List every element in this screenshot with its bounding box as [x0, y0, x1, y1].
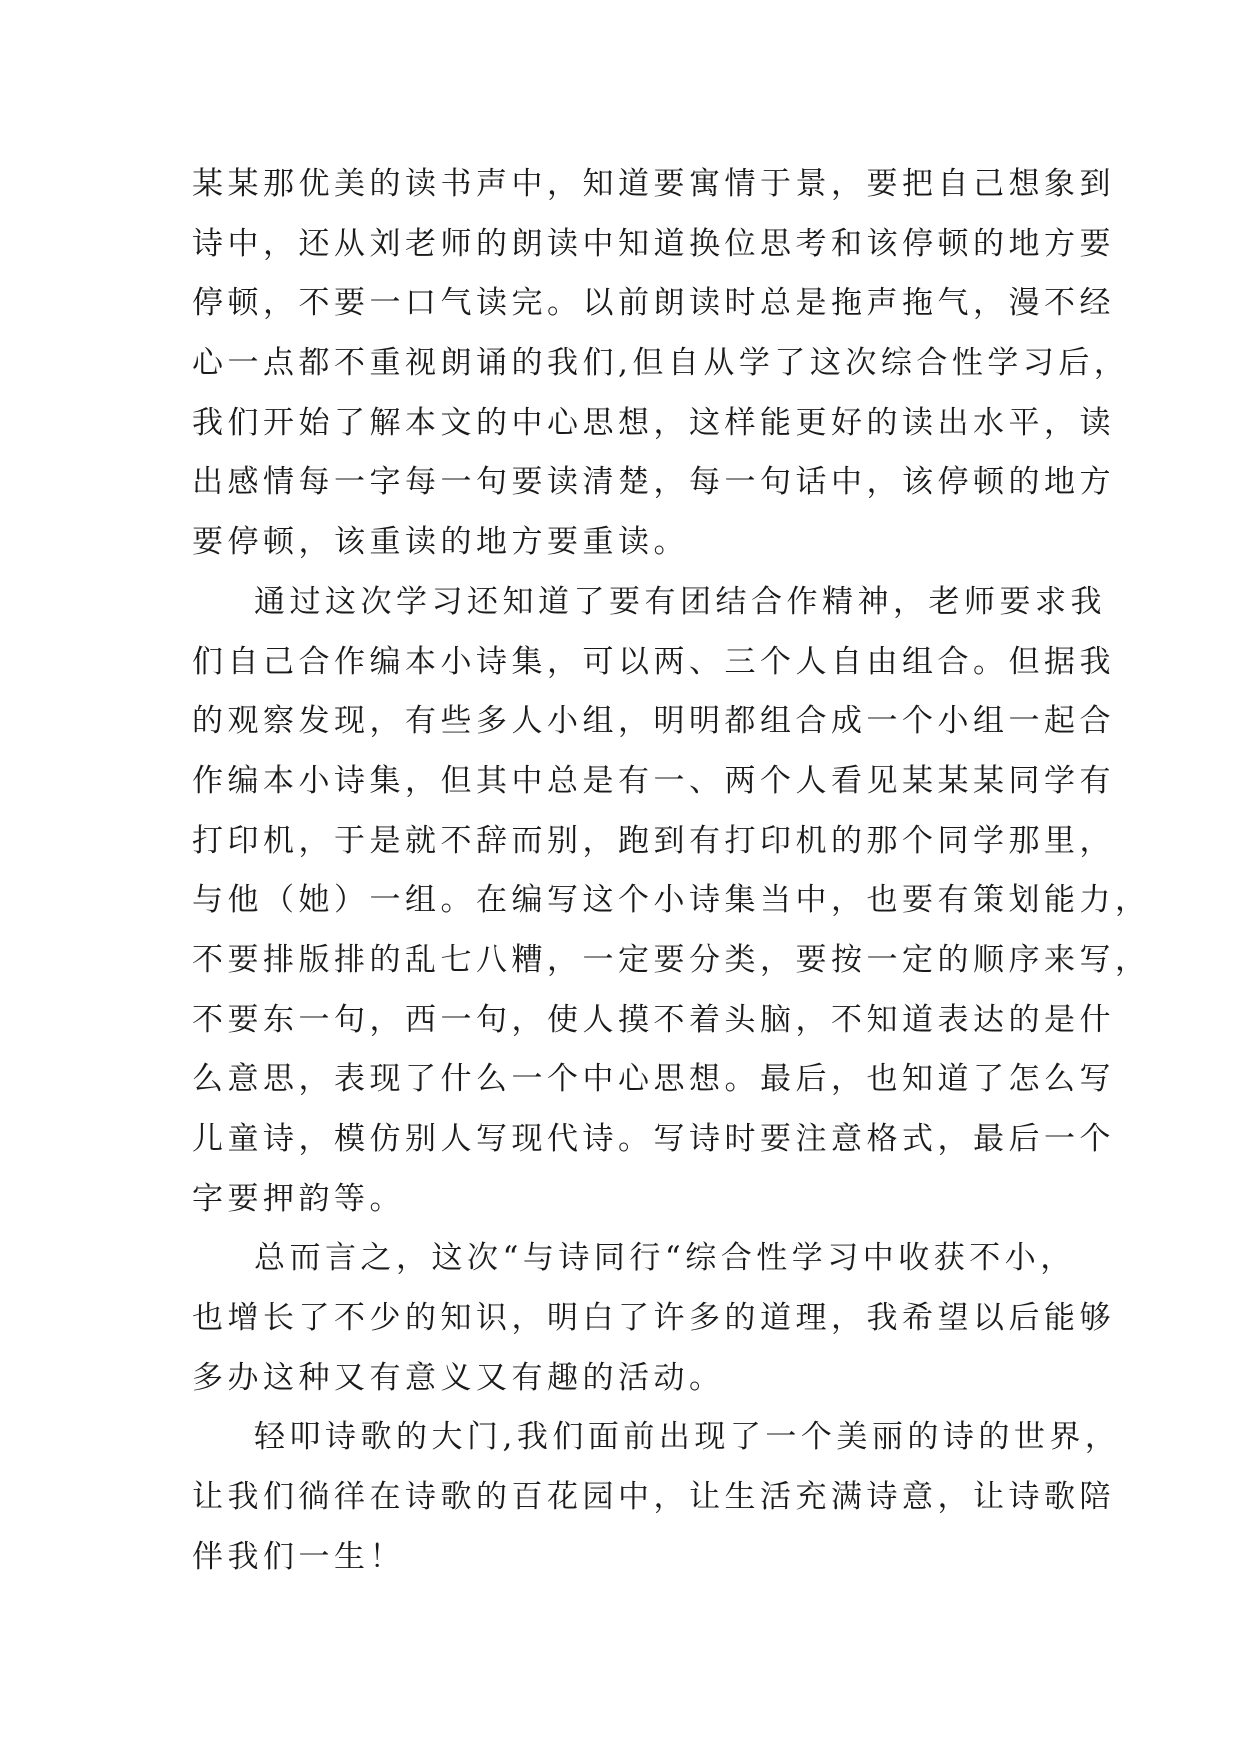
text-line: 儿童诗，模仿别人写现代诗。写诗时要注意格式，最后一个	[192, 1121, 1115, 1157]
document-body	[192, 155, 1151, 1588]
text-line: 伴我们一生！	[192, 1538, 405, 1575]
paragraph	[192, 155, 1130, 573]
text-line: 出感情每一字每一句要读清楚，每一句话中，该停顿的地方	[192, 464, 1115, 501]
text-line: 我们开始了解本文的中心思想，这样能更好的读出水平，读	[192, 404, 1115, 441]
text-line: 们自己合作编本小诗集，可以两、三个人自由组合。但据我	[192, 643, 1115, 680]
text-line: 停顿，不要一口气读完。以前朗读时总是拖声拖气，漫不经	[192, 285, 1115, 322]
text-line: 让我们徜徉在诗歌的百花园中，让生活充满诗意，让诗歌陪	[192, 1479, 1115, 1516]
text-line: 打印机，于是就不辞而别，跑到有打印机的那个同学那里，	[192, 822, 1115, 859]
text-line: 轻叩诗歌的大门,我们面前出现了一个美丽的诗的世界，	[254, 1419, 1121, 1456]
text-line: 心一点都不重视朗诵的我们,但自从学了这次综合性学习后，	[192, 345, 1130, 382]
paragraph	[192, 1229, 1115, 1408]
text-line: 么意思，表现了什么一个中心思想。最后，也知道了怎么写	[192, 1061, 1115, 1098]
paragraph	[192, 573, 1151, 1230]
text-line: 不要排版排的乱七八糟，一定要分类，要按一定的顺序来写，	[192, 941, 1151, 978]
text-line: 通过这次学习还知道了要有团结合作精神，老师要求我	[254, 583, 1106, 620]
text-line: 多办这种又有意义又有趣的活动。	[192, 1359, 725, 1396]
text-line: 不要东一句，西一句，使人摸不着头脑，不知道表达的是什	[192, 1001, 1115, 1038]
text-line: 作编本小诗集，但其中总是有一、两个人看见某某某同学有	[192, 762, 1115, 799]
text-line: 总而言之，这次“与诗同行“综合性学习中收获不小，	[254, 1240, 1076, 1277]
text-line: 与他（她）一组。在编写这个小诗集当中，也要有策划能力，	[192, 882, 1151, 919]
text-line: 的观察发现，有些多人小组，明明都组合成一个小组一起合	[192, 703, 1115, 740]
text-line: 诗中，还从刘老师的朗读中知道换位思考和该停顿的地方要	[192, 225, 1115, 262]
text-line: 要停顿，该重读的地方要重读。	[192, 524, 689, 561]
text-line: 也增长了不少的知识，明白了许多的道理，我希望以后能够	[192, 1300, 1115, 1337]
text-line: 字要押韵等。	[192, 1180, 405, 1217]
text-line: 某某那优美的读书声中，知道要寓情于景，要把自己想象到	[192, 166, 1115, 202]
paragraph	[192, 1408, 1121, 1587]
